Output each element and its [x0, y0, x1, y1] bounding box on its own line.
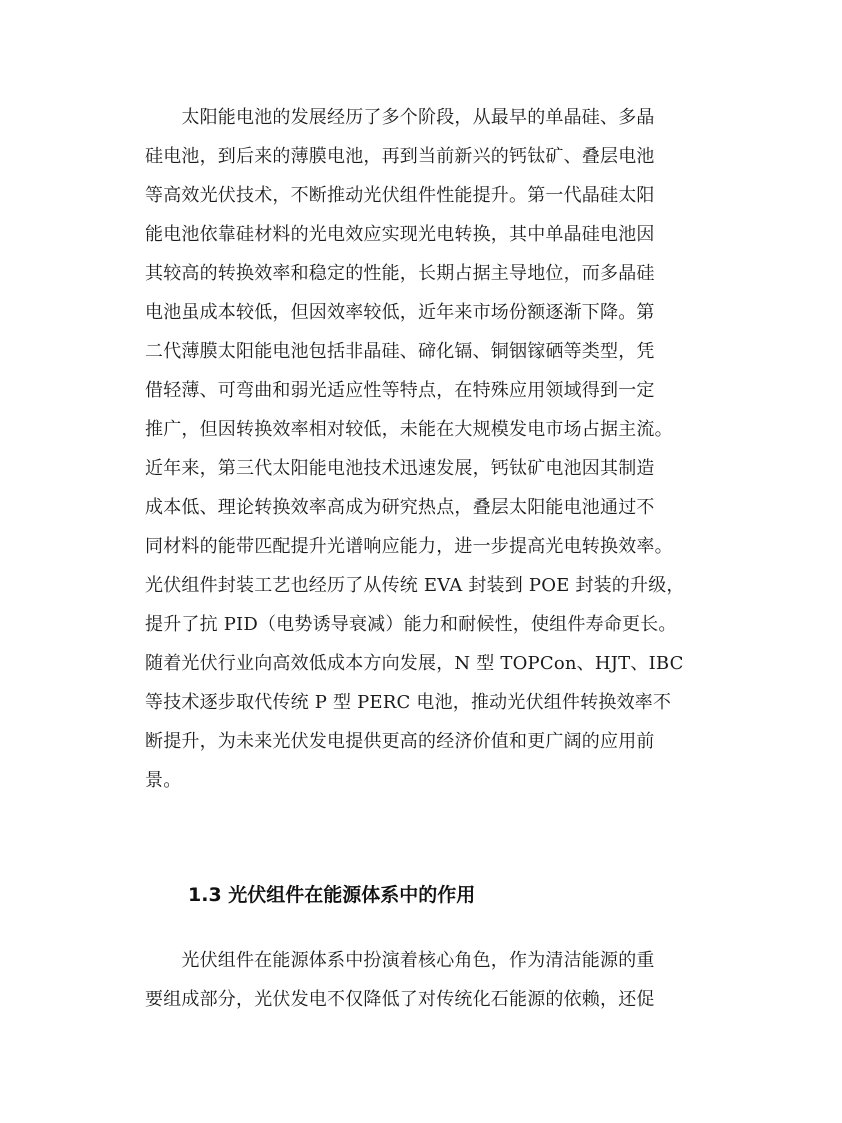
- paragraph-line: 硅电池，到后来的薄膜电池，再到当前新兴的钙钛矿、叠层电池: [145, 146, 655, 167]
- paragraph-line: 能电池依靠硅材料的光电效应实现光电转换，其中单晶硅电池因: [145, 224, 655, 245]
- paragraph-line: 断提升，为未来光伏发电提供更高的经济价值和更广阔的应用前: [145, 731, 655, 752]
- paragraph-line: 光伏组件在能源体系中扮演着核心角色，作为清洁能源的重: [145, 950, 655, 971]
- paragraph-line: 提升了抗 PID（电势诱导衰减）能力和耐候性，使组件寿命更长。: [145, 614, 677, 635]
- paragraph-line: 等高效光伏技术，不断推动光伏组件性能提升。第一代晶硅太阳: [145, 185, 655, 206]
- paragraph-line: 推广，但因转换效率相对较低，未能在大规模发电市场占据主流。: [145, 419, 673, 440]
- paragraph-line: 随着光伏行业向高效低成本方向发展，N 型 TOPCon、HJT、IBC: [145, 653, 684, 674]
- paragraph-line: 要组成部分，光伏发电不仅降低了对传统化石能源的依赖，还促: [145, 989, 655, 1010]
- section-heading: 1.3 光伏组件在能源体系中的作用: [188, 884, 476, 906]
- paragraph-line: 成本低、理论转换效率高成为研究热点，叠层太阳能电池通过不: [145, 497, 655, 518]
- paragraph-line: 借轻薄、可弯曲和弱光适应性等特点，在特殊应用领域得到一定: [145, 380, 655, 401]
- paragraph-line: 光伏组件封装工艺也经历了从传统 EVA 封装到 POE 封装的升级，: [145, 575, 685, 596]
- paragraph-line: 电池虽成本较低，但因效率较低，近年来市场份额逐渐下降。第: [145, 302, 655, 323]
- paragraph-line: 近年来，第三代太阳能电池技术迅速发展，钙钛矿电池因其制造: [145, 458, 655, 479]
- paragraph-line: 太阳能电池的发展经历了多个阶段，从最早的单晶硅、多晶: [145, 107, 655, 128]
- paragraph-line: 同材料的能带匹配提升光谱响应能力，进一步提高光电转换效率。: [145, 536, 673, 557]
- paragraph-line: 二代薄膜太阳能电池包括非晶硅、碲化镉、铜铟镓硒等类型，凭: [145, 341, 655, 362]
- paragraph-line: 等技术逐步取代传统 P 型 PERC 电池，推动光伏组件转换效率不: [145, 692, 672, 713]
- paragraph-line: 景。: [145, 770, 182, 791]
- paragraph-line: 其较高的转换效率和稳定的性能，长期占据主导地位，而多晶硅: [145, 263, 655, 284]
